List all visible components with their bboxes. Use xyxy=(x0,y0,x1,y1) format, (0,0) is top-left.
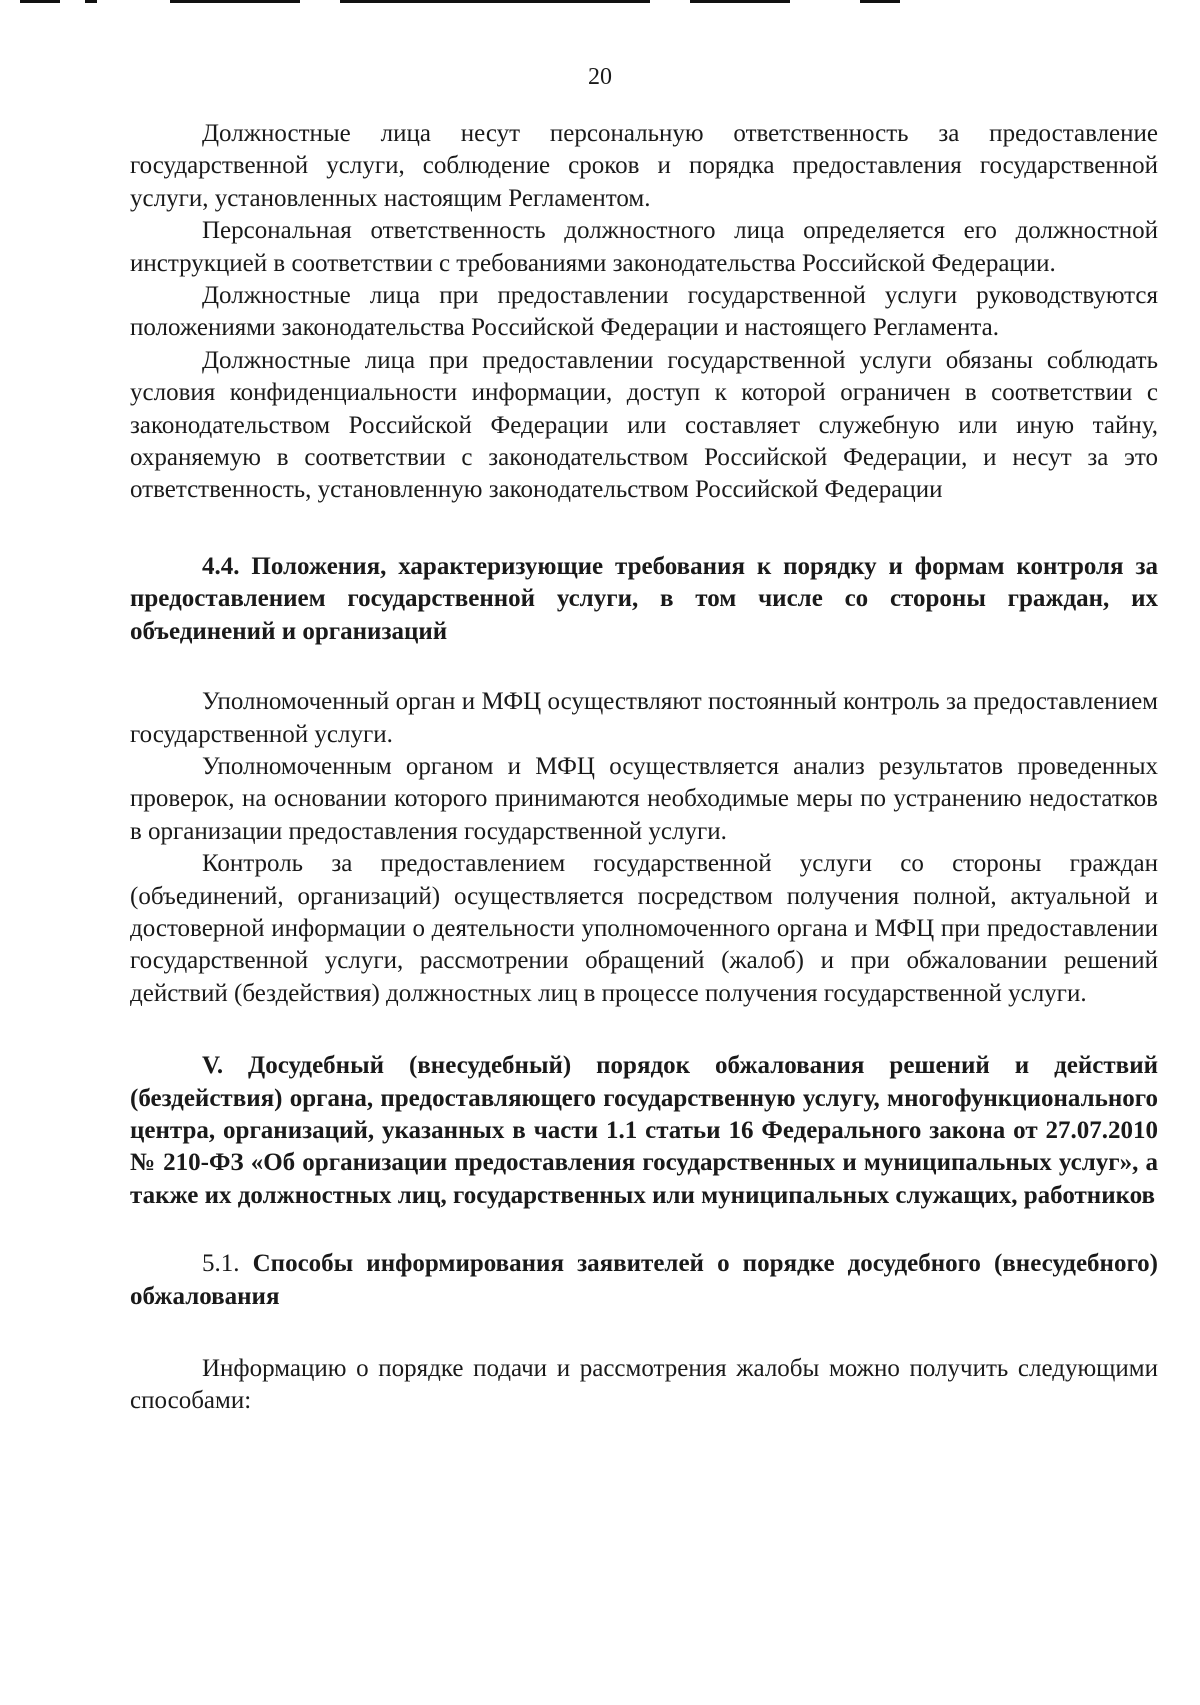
section-title-5-1: Способы информирования заявителей о порядке досудебного (внесудебного) обжалования xyxy=(130,1250,1158,1310)
paragraph-confidentiality: Должностные лица при предоставлении государственной услуги обязаны соблюдать условия конфиденциальности информации, доступ к которой ограничен в соответствии с законодательством Российской Федерации или составляет служебную или иную тайну, охраняемую в соответствии с законодательством Российской Федерации, и несут за это ответственность, установленную законодательством Российской Федерации xyxy=(130,346,1158,504)
section-heading-v: V. Досудебный (внесудебный) порядок обжалования решений и действий (бездействия) органа, предоставляющего государственную услугу, многофункционального центра, организаций, указанных в части 1.1 статьи 16 Федерального закона от 27.07.2010 № 210-ФЗ «Об организации предоставления государственных и муниципальных услуг», а также их должностных лиц, государственных или муниципальных служащих, работников xyxy=(130,1052,1158,1209)
page-number: 20 xyxy=(588,64,612,90)
spacer xyxy=(130,1313,1158,1353)
spacer xyxy=(130,648,1158,686)
section-number-5-1: 5.1. xyxy=(202,1250,240,1278)
scan-mark xyxy=(340,0,650,3)
spacer xyxy=(130,1212,1158,1248)
section-heading-5-1 xyxy=(130,1248,1158,1313)
scan-mark xyxy=(20,0,60,3)
scan-mark xyxy=(170,0,300,3)
scan-mark xyxy=(860,0,900,3)
spacer xyxy=(130,507,1158,551)
paragraph-citizen-control: Контроль за предоставлением государственной услуги со стороны граждан (объединений, организаций) осуществляется посредством получения полной, актуальной и достоверной информации о деятельности уполномоченного органа и МФЦ при предоставлении государственной услуги, рассмотрении обращений (жалоб) и при обжаловании решений действий (бездействия) должностных лиц в процессе получения государственной услуги. xyxy=(130,850,1158,1007)
scan-mark xyxy=(690,0,790,3)
spacer xyxy=(130,1010,1158,1050)
paragraph-personal-responsibility: Персональная ответственность должностного лица определяется его должностной инструкцией в соответствии с требованиями законодательства Российской Федерации. xyxy=(130,217,1158,277)
paragraph-responsibility: Должностные лица несут персональную ответственность за предоставление государственной услуги, соблюдение сроков и порядка предоставления государственной услуги, установленных настоящим Регламентом. xyxy=(130,120,1158,212)
scan-mark xyxy=(85,0,97,3)
section-heading-4-4: 4.4. Положения, характеризующие требования к порядку и формам контроля за предоставлением государственной услуги, в том числе со стороны граждан, их объединений и организаций xyxy=(130,552,1158,645)
scan-top-edge-marks xyxy=(0,0,1200,6)
paragraph-appeal-info: Информацию о порядке подачи и рассмотрения жалобы можно получить следующими способами: xyxy=(130,1355,1158,1415)
paragraph-analysis: Уполномоченным органом и МФЦ осуществляется анализ результатов проведенных проверок, на основании которого принимаются необходимые меры по устранению недостатков в организации предоставления государственной услуги. xyxy=(130,752,1158,845)
document-body xyxy=(130,118,1158,1418)
paragraph-control: Уполномоченный орган и МФЦ осуществляют постоянный контроль за предоставлением государственной услуги. xyxy=(130,688,1158,748)
paragraph-guided-by: Должностные лица при предоставлении государственной услуги руководствуются положениями законодательства Российской Федерации и настоящего Регламента. xyxy=(130,282,1158,342)
